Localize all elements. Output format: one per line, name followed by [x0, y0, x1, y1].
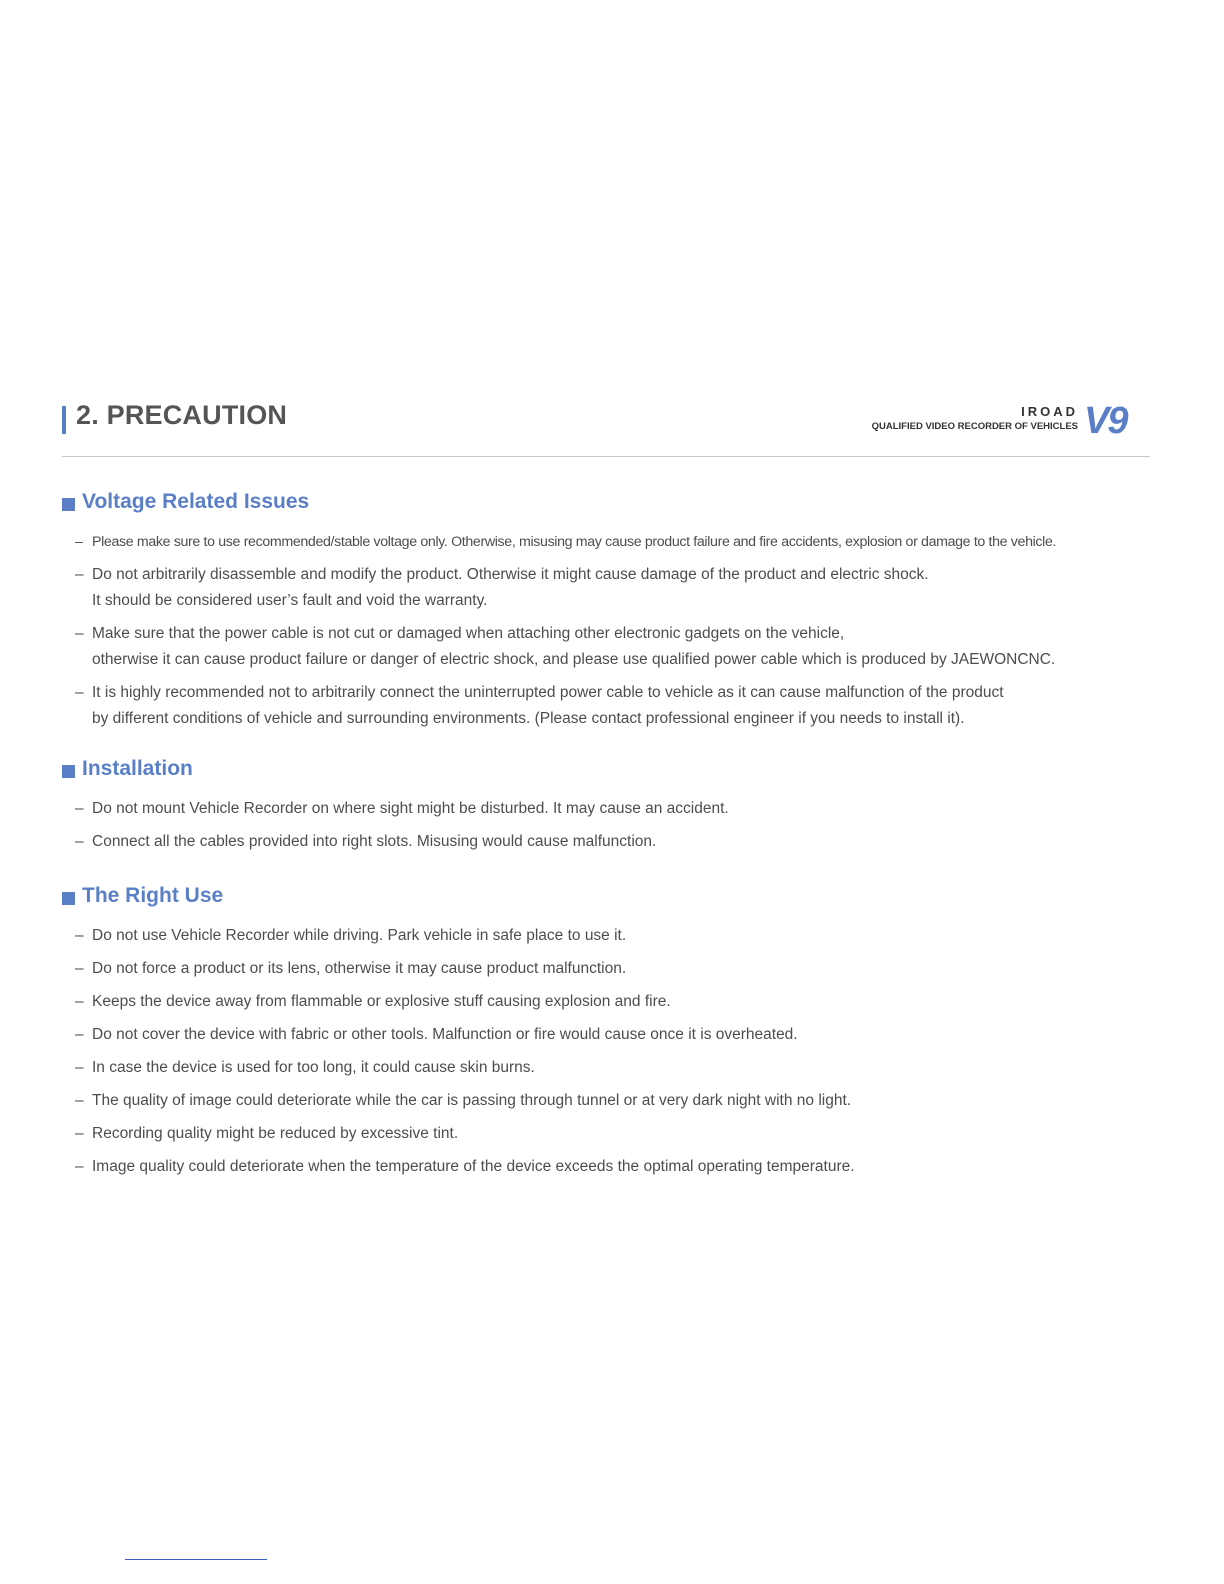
page-header: [62, 398, 1150, 444]
header-divider: [62, 456, 1150, 457]
section-title: Voltage Related Issues: [82, 490, 310, 513]
dash-icon: –: [75, 684, 84, 701]
dash-icon: –: [75, 566, 84, 583]
dash-icon: –: [75, 1125, 84, 1142]
section-voltage: [62, 490, 1162, 732]
brand-tagline: QUALIFIED VIDEO RECORDER OF VEHICLES: [871, 421, 1078, 432]
section-title: The Right Use: [82, 884, 224, 907]
page-title: 2. PRECAUTION: [76, 400, 288, 430]
list-item: – It is highly recommended not to arbitrarily connect the uninterrupted power cable to vehicle as it can cause malfunction of the product by different conditions of vehicle and surrounding environments. (Please contact professional engineer if you needs to install it).: [62, 680, 1162, 732]
section-heading: [62, 757, 1162, 787]
brand-block: [850, 398, 1150, 438]
list-item: – Do not use Vehicle Recorder while driving. Park vehicle in safe place to use it.: [62, 923, 1162, 949]
list-item: – Do not mount Vehicle Recorder on where sight might be disturbed. It may cause an accident.: [62, 796, 1162, 822]
list-item: – Do not arbitrarily disassemble and modify the product. Otherwise it might cause damage of the product and electric shock. It should be considered user’s fault and void the warranty.: [62, 562, 1162, 614]
section-installation: [62, 757, 1162, 855]
dash-icon: –: [75, 1059, 84, 1076]
list-item: – In case the device is used for too long, it could cause skin burns.: [62, 1055, 1162, 1081]
square-bullet-icon: [62, 498, 75, 511]
list-item: – Image quality could deteriorate when the temperature of the device exceeds the optimal operating temperature.: [62, 1154, 1162, 1180]
dash-icon: –: [75, 993, 84, 1010]
dash-icon: –: [75, 1092, 84, 1109]
list-item: – Connect all the cables provided into right slots. Misusing would cause malfunction.: [62, 829, 1162, 855]
dash-icon: –: [75, 833, 84, 850]
dash-icon: –: [75, 927, 84, 944]
dash-icon: –: [75, 625, 84, 642]
section-title: Installation: [82, 757, 193, 780]
brand-model: V9: [1084, 402, 1127, 436]
list-item: – Do not force a product or its lens, otherwise it may cause product malfunction.: [62, 956, 1162, 982]
dash-icon: –: [75, 1158, 84, 1175]
dash-icon: –: [75, 1026, 84, 1043]
title-accent-bar: [62, 406, 66, 434]
list-item: – Do not cover the device with fabric or other tools. Malfunction or fire would cause once it is overheated.: [62, 1022, 1162, 1048]
brand-v9-logo: [1082, 402, 1148, 436]
square-bullet-icon: [62, 765, 75, 778]
section-heading: [62, 884, 1162, 914]
footer-rule: [125, 1559, 267, 1560]
list-item: – The quality of image could deteriorate while the car is passing through tunnel or at very dark night with no light.: [62, 1088, 1162, 1114]
bullet-list: [62, 529, 1162, 732]
list-item: – Make sure that the power cable is not cut or damaged when attaching other electronic gadgets on the vehicle, otherwise it can cause product failure or danger of electric shock, and please use qualified power cable which is produced by JAEWONCNC.: [62, 621, 1162, 673]
square-bullet-icon: [62, 892, 75, 905]
dash-icon: –: [75, 800, 84, 817]
list-item: – Keeps the device away from flammable or explosive stuff causing explosion and fire.: [62, 989, 1162, 1015]
bullet-list: [62, 796, 1162, 855]
list-item: – Please make sure to use recommended/stable voltage only. Otherwise, misusing may cause product failure and fire accidents, explosion or damage to the vehicle.: [62, 529, 1162, 555]
section-heading: [62, 490, 1162, 520]
section-right-use: [62, 884, 1162, 1180]
dash-icon: –: [75, 960, 84, 977]
bullet-list: [62, 923, 1162, 1180]
brand-wordmark: IROAD: [1021, 404, 1078, 419]
dash-icon: –: [75, 534, 83, 550]
list-item: – Recording quality might be reduced by excessive tint.: [62, 1121, 1162, 1147]
